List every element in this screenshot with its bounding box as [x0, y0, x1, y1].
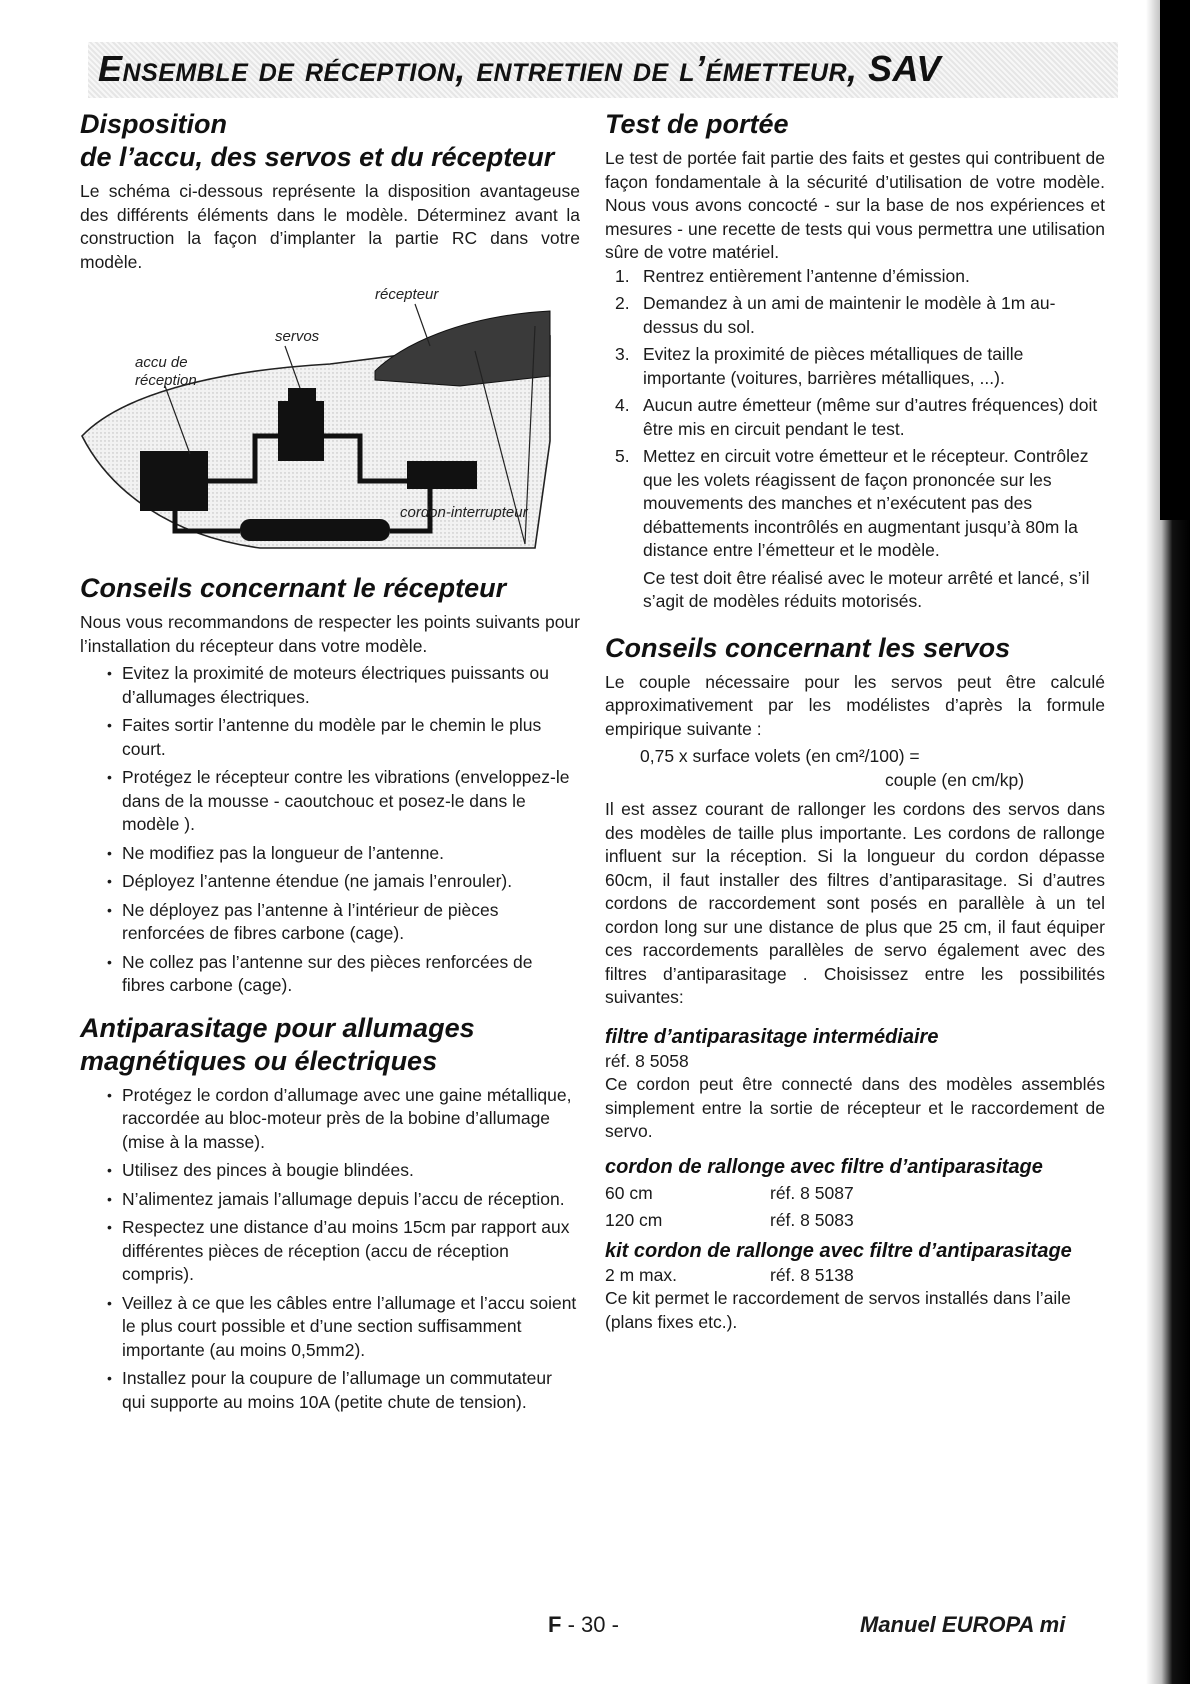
- test-intro: Le test de portée fait partie des faits et gestes qui contribuent de façon fondamentale à la sécurité d’utilisation de votre modèle. Nous vous avons concocté - sur la base de nos expériences et mesures - une recette de tests qui vous permettra une utilisation sûre de votre matériel.: [605, 148, 1105, 262]
- disposition-heading-line2: de l’accu, des servos et du récepteur: [80, 142, 555, 172]
- list-item: • Protégez le récepteur contre les vibrations (enveloppez-le dans de la mousse - caoutchouc et posez-le dans le modèle ).: [122, 766, 580, 837]
- kit-heading: kit cordon de rallonge avec filtre d’antiparasitage: [605, 1239, 1072, 1262]
- antiparasitage-heading-line1: Antiparasitage pour allumages: [80, 1012, 475, 1043]
- list-item: 5. Mettez en circuit votre émetteur et le récepteur. Contrôlez que les volets réagissent de façon prononcée sur les mouvements des manches et n’exécutent pas des débattements incontrôlés en augmentant jusqu’à 80m la distance entre l’émetteur et le modèle.: [615, 446, 1089, 560]
- receiver-box: [407, 461, 477, 489]
- filtre-ref: réf. 8 5058: [605, 1050, 689, 1071]
- left-column: [80, 108, 580, 1419]
- filtre-heading: filtre d’antiparasitage intermédiaire: [605, 1025, 939, 1048]
- servos-heading: Conseils concernant les servos: [605, 632, 1011, 663]
- cordon-ref: réf. 8 5083: [770, 1209, 854, 1230]
- servo-body: [278, 401, 324, 461]
- recepteur-heading: Conseils concernant le récepteur: [80, 573, 507, 603]
- formula-line1: 0,75 x surface volets (en cm²/100) =: [640, 746, 920, 766]
- recepteur-list: [80, 662, 580, 998]
- list-item: • Installez pour la coupure de l’allumage un commutateur qui supporte au moins 10A (petite chute de tension).: [122, 1367, 580, 1414]
- servos-body: Il est assez courant de rallonger les cordons des servos dans des modèles de taille plus importante. Les cordons de rallonge influent sur la réception. Si la longueur du cordon dépasse 60cm, il faut installer des filtres d’antiparasitage. Si d’autres cordons de raccordement sont posés en parallèle à un tel cordon long sur une distance de plus que 25 cm, il faut équiper ces raccordements parallèles de servo également avec des filtres d’antiparasitage . Choisissez entre les possibilités suivantes:: [605, 799, 1105, 1007]
- section-filtre: [605, 1024, 1105, 1144]
- kit-length: 2 m max.: [605, 1264, 677, 1285]
- label-accu-line1: accu de: [135, 354, 188, 371]
- kit-ref: réf. 8 5138: [770, 1264, 854, 1285]
- list-item: 1. Rentrez entièrement l’antenne d’émission.: [615, 265, 970, 286]
- antiparasitage-heading-line2: magnétiques ou électriques: [80, 1045, 438, 1076]
- disposition-heading-line1: Disposition: [80, 109, 227, 139]
- list-item: 3. Evitez la proximité de pièces métalliques de taille importante (voitures, barrières métalliques, ...).: [615, 344, 1024, 388]
- test-heading: Test de portée: [605, 109, 789, 139]
- list-item: 2. Demandez à un ami de maintenir le modèle à 1m au-dessus du sol.: [615, 293, 1056, 337]
- label-recepteur: récepteur: [375, 286, 439, 303]
- list-item: • Protégez le cordon d’allumage avec une gaine métallique, raccordée au bloc-moteur près de la bobine d’allumage (mise à la masse).: [122, 1084, 580, 1155]
- cordon-heading: cordon de rallonge avec filtre d’antiparasitage: [605, 1155, 1043, 1178]
- cordon-ref-table: [605, 1180, 1105, 1234]
- list-item: • Evitez la proximité de moteurs électriques puissants ou d’allumages électriques.: [122, 662, 580, 709]
- label-accu-line2: réception: [135, 372, 197, 389]
- switch-harness: [240, 519, 390, 541]
- manual-title: Manuel EUROPA mi: [860, 1612, 1066, 1637]
- formula-line2: couple (en cm/kp): [885, 769, 1025, 790]
- section-test-portee: [605, 108, 1105, 614]
- kit-text: Ce kit permet le raccordement de servos installés dans l’aile (plans fixes etc.).: [605, 1288, 1071, 1332]
- fuselage-diagram: [80, 276, 580, 566]
- filtre-text: Ce cordon peut être connecté dans des modèles assemblés simplement entre la sortie de récepteur et le raccordement de servo.: [605, 1074, 1105, 1141]
- cordon-length: 60 cm: [605, 1182, 653, 1203]
- section-antiparasitage: [80, 1012, 580, 1415]
- section-kit: [605, 1238, 1105, 1335]
- page-title: Ensemble de réception, entretien de l’émetteur, SAV: [98, 48, 941, 89]
- section-recepteur: [80, 572, 580, 998]
- list-item: • Déployez l’antenne étendue (ne jamais l’enrouler).: [122, 870, 580, 894]
- list-item: • Ne modifiez pas la longueur de l’antenne.: [122, 842, 580, 866]
- list-item: • Respectez une distance d’au moins 15cm par rapport aux différentes pièces de réception (accu de réception compris).: [122, 1216, 580, 1287]
- battery-pack: [140, 451, 208, 511]
- recepteur-intro: Nous vous recommandons de respecter les points suivants pour l’installation du récepteur dans votre modèle.: [80, 612, 580, 656]
- page-number: F - 30 -: [548, 1612, 619, 1637]
- test-note: Ce test doit être réalisé avec le moteur arrêté et lancé, s’il s’agit de modèles réduits motorisés.: [643, 567, 1090, 611]
- scan-edge-dark: [1160, 0, 1190, 520]
- page-header: [88, 42, 1118, 98]
- cordon-ref: réf. 8 5087: [770, 1182, 854, 1203]
- kit-ref-table: [605, 1264, 1105, 1288]
- rc-layout-figure: [80, 276, 580, 566]
- disposition-text: Le schéma ci-dessous représente la disposition avantageuse des différents éléments dans le modèle. Déterminez avant la construction la façon d’implanter la partie RC dans votre modèle.: [80, 181, 580, 272]
- section-cordon: [605, 1154, 1105, 1234]
- right-column: [605, 108, 1105, 1334]
- list-item: 4. Aucun autre émetteur (même sur d’autres fréquences) doit être mis en circuit pendant le test.: [615, 395, 1098, 439]
- label-servos: servos: [275, 328, 320, 345]
- canopy: [375, 311, 550, 386]
- label-cordon: cordon-interrupteur: [400, 504, 528, 521]
- test-steps: [605, 265, 1105, 563]
- servos-intro: Le couple nécessaire pour les servos peut être calculé approximativement par les modélistes d’après la formule empirique suivante :: [605, 671, 1105, 739]
- cordon-length: 120 cm: [605, 1209, 663, 1230]
- list-item: • Ne déployez pas l’antenne à l’intérieur de pièces renforcées de fibres carbone (cage).: [122, 899, 580, 946]
- antiparasitage-list: [80, 1084, 580, 1415]
- list-item: • Ne collez pas l’antenne sur des pièces renforcées de fibres carbone (cage).: [122, 951, 580, 998]
- list-item: • Veillez à ce que les câbles entre l’allumage et l’accu soient le plus court possible et d’une section suffisamment importante (au moins 0,5mm2).: [122, 1292, 580, 1363]
- list-item: • N’alimentez jamais l’allumage depuis l’accu de réception.: [122, 1188, 580, 1212]
- section-servos: [605, 632, 1105, 1010]
- list-item: • Utilisez des pinces à bougie blindées.: [122, 1159, 580, 1183]
- section-disposition: [80, 108, 580, 274]
- list-item: • Faites sortir l’antenne du modèle par le chemin le plus court.: [122, 714, 580, 761]
